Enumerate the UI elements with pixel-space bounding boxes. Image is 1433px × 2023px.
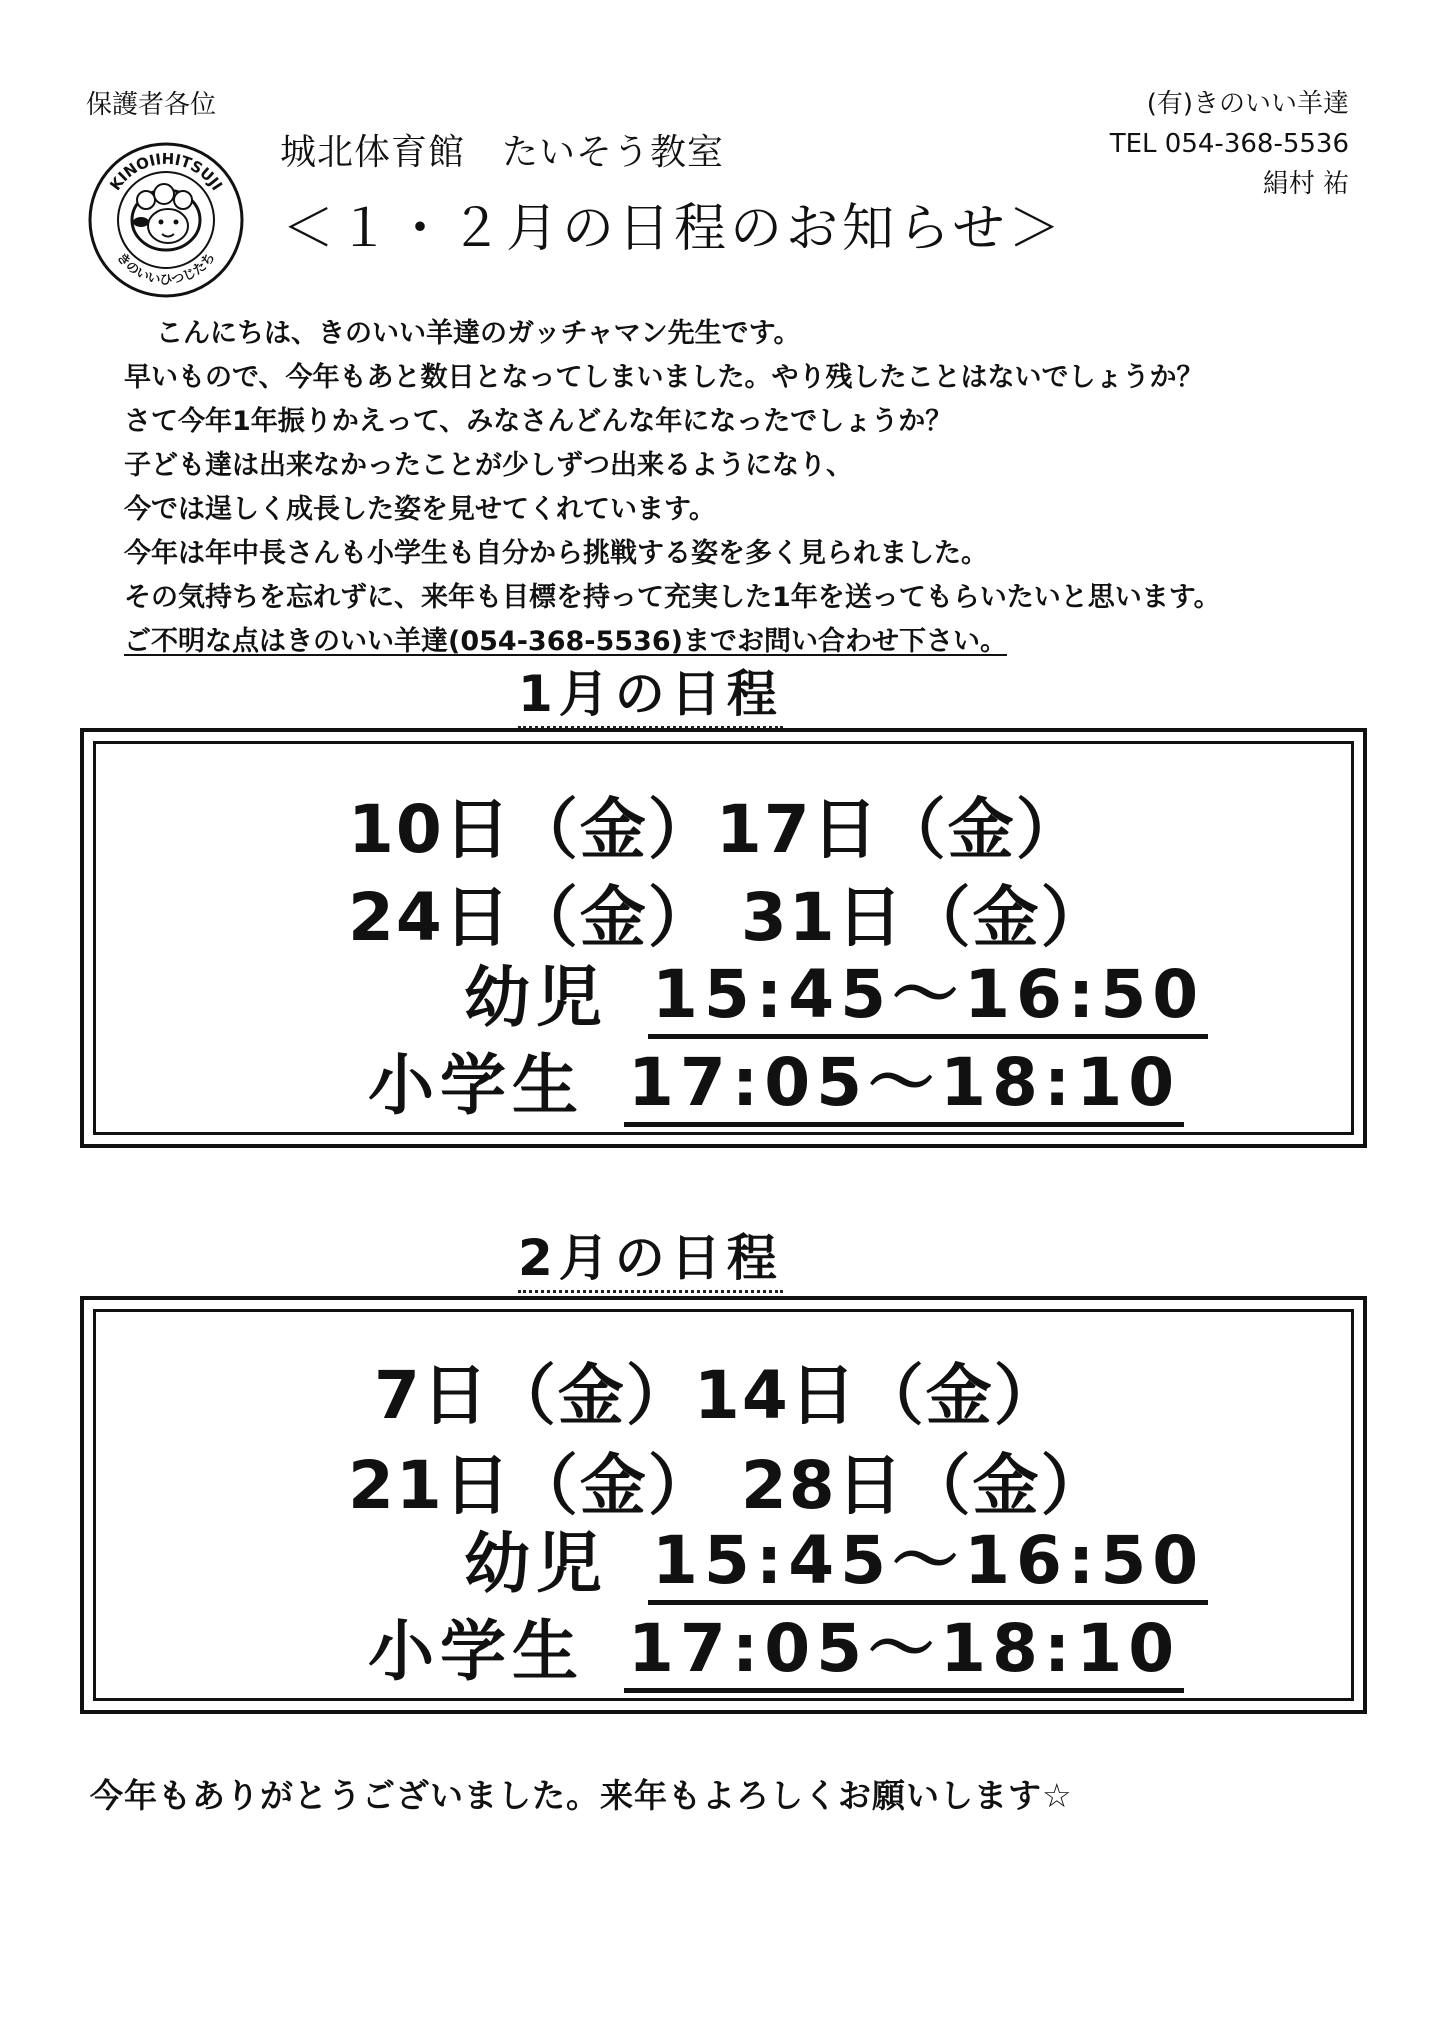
company-name: (有)きのいい羊達: [1146, 89, 1349, 119]
february-section-title: 2月の日程: [518, 1228, 783, 1293]
kids-label: 幼児: [464, 1525, 608, 1602]
january-schedule-box: [80, 728, 1367, 1148]
january-dates-line1: 10日（金）17日（金）: [348, 791, 1084, 868]
body-line: 今年は年中長さんも小学生も自分から挑戦する姿を多く見られました。: [124, 538, 988, 569]
body-line: 早いもので、今年もあと数日となってしまいました。やり残したことはないでしょうか？: [124, 362, 1204, 393]
elementary-time: 17:05〜18:10: [624, 1044, 1184, 1127]
sheep-logo: [86, 140, 246, 300]
january-section-title: 1月の日程: [518, 664, 783, 729]
february-schedule-box: [80, 1296, 1367, 1714]
kids-time: 15:45〜16:50: [648, 956, 1208, 1039]
february-dates-line1: 7日（金）14日（金）: [374, 1357, 1062, 1434]
page-title: ＜１・２月の日程のお知らせ＞: [282, 199, 1065, 259]
logo-text-outer: KINOIIHITSUJI: [106, 149, 227, 194]
elementary-time: 17:05〜18:10: [624, 1610, 1184, 1693]
january-kids-row: [464, 944, 1208, 1039]
elementary-label: 小学生: [368, 1613, 584, 1690]
closing-message: 今年もありがとうございました。来年もよろしくお願いします☆: [90, 1776, 1073, 1815]
company-info: [1110, 84, 1349, 204]
body-message: [124, 312, 1221, 664]
february-elementary-row: [368, 1598, 1184, 1693]
kids-label: 幼児: [464, 959, 608, 1036]
body-line: その気持ちを忘れずに、来年も目標を持って充実した1年を送ってもらいたいと思います。: [124, 582, 1221, 613]
company-tel: TEL 054-368-5536: [1109, 129, 1349, 159]
february-kids-row: [464, 1510, 1208, 1605]
body-line: こんにちは、きのいい羊達のガッチャマン先生です。: [156, 318, 801, 349]
body-line: 子ども達は出来なかったことが少しずつ出来るようになり、: [124, 450, 853, 481]
contact-line: ご不明な点はきのいい羊達(054-368-5536)までお問い合わせ下さい。: [124, 626, 1007, 657]
sheep-icon: [132, 184, 200, 250]
svg-text:きのいいひつじたち: [113, 250, 218, 288]
elementary-label: 小学生: [368, 1047, 584, 1124]
venue-title: 城北体育館 たいそう教室: [280, 132, 725, 173]
january-dates-line2: 24日（金） 31日（金）: [348, 879, 1109, 956]
logo-text-inner: きのいいひつじたち: [113, 250, 219, 288]
kids-time: 15:45〜16:50: [648, 1522, 1208, 1605]
january-elementary-row: [368, 1032, 1184, 1127]
addressee: 保護者各位: [86, 90, 217, 120]
body-line: さて今年1年振りかえって、みなさんどんな年になったでしょうか？: [124, 406, 953, 437]
company-person: 絹村 祐: [1262, 169, 1349, 199]
february-dates-line2: 21日（金） 28日（金）: [348, 1447, 1109, 1524]
body-line: 今では逞しく成長した姿を見せてくれています。: [124, 494, 716, 525]
